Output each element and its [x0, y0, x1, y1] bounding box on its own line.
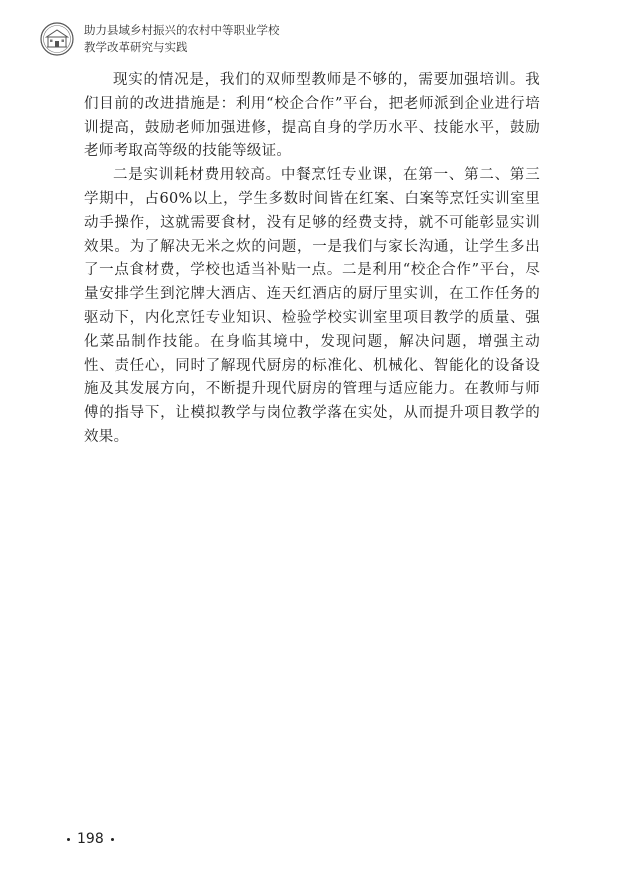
- bullet-dot-icon: [67, 838, 70, 841]
- header-titles: [84, 22, 280, 56]
- page-number-value: 198: [77, 831, 104, 847]
- bullet-dot-icon: [111, 838, 114, 841]
- running-header: [40, 20, 600, 60]
- page-number: [60, 831, 121, 847]
- body-text: [84, 69, 540, 450]
- header-title-line2: 教学改革研究与实践: [84, 40, 188, 54]
- header-title-line1: 助力县域乡村振兴的农村中等职业学校: [84, 23, 280, 37]
- school-building-emblem-icon: [40, 22, 74, 56]
- paragraph: 现实的情况是，我们的双师型教师是不够的，需要加强培训。我们目前的改进措施是：利用“校企合作”平台，把老师派到企业进行培训提高，鼓励老师加强进修，提高自身的学历水平、技能水平，鼓励老师考取高等级的技能等级证。: [84, 72, 540, 160]
- paragraph: 二是实训耗材费用较高。中餐烹饪专业课，在第一、第二、第三学期中，占60%以上，学生多数时间皆在红案、白案等烹饪实训室里动手操作，这就需要食材，没有足够的经费支持，就不可能彰显实训效果。为了解决无米之炊的问题，一是我们与家长沟通，让学生多出了一点食材费，学校也适当补贴一点。二是利用“校企合作”平台，尽量安排学生到沱牌大酒店、连天红酒店的厨厅里实训，在工作任务的驱动下，内化烹饪专业知识、检验学校实训室里项目教学的质量、强化菜品制作技能。在身临其境中，发现问题，解决问题，增强主动性、责任心，同时了解现代厨房的标准化、机械化、智能化的设备设施及其发展方向，不断提升现代厨房的管理与适应能力。在教师与师傅的指导下，让模拟教学与岗位教学落在实处，从而提升项目教学的效果。: [84, 167, 540, 445]
